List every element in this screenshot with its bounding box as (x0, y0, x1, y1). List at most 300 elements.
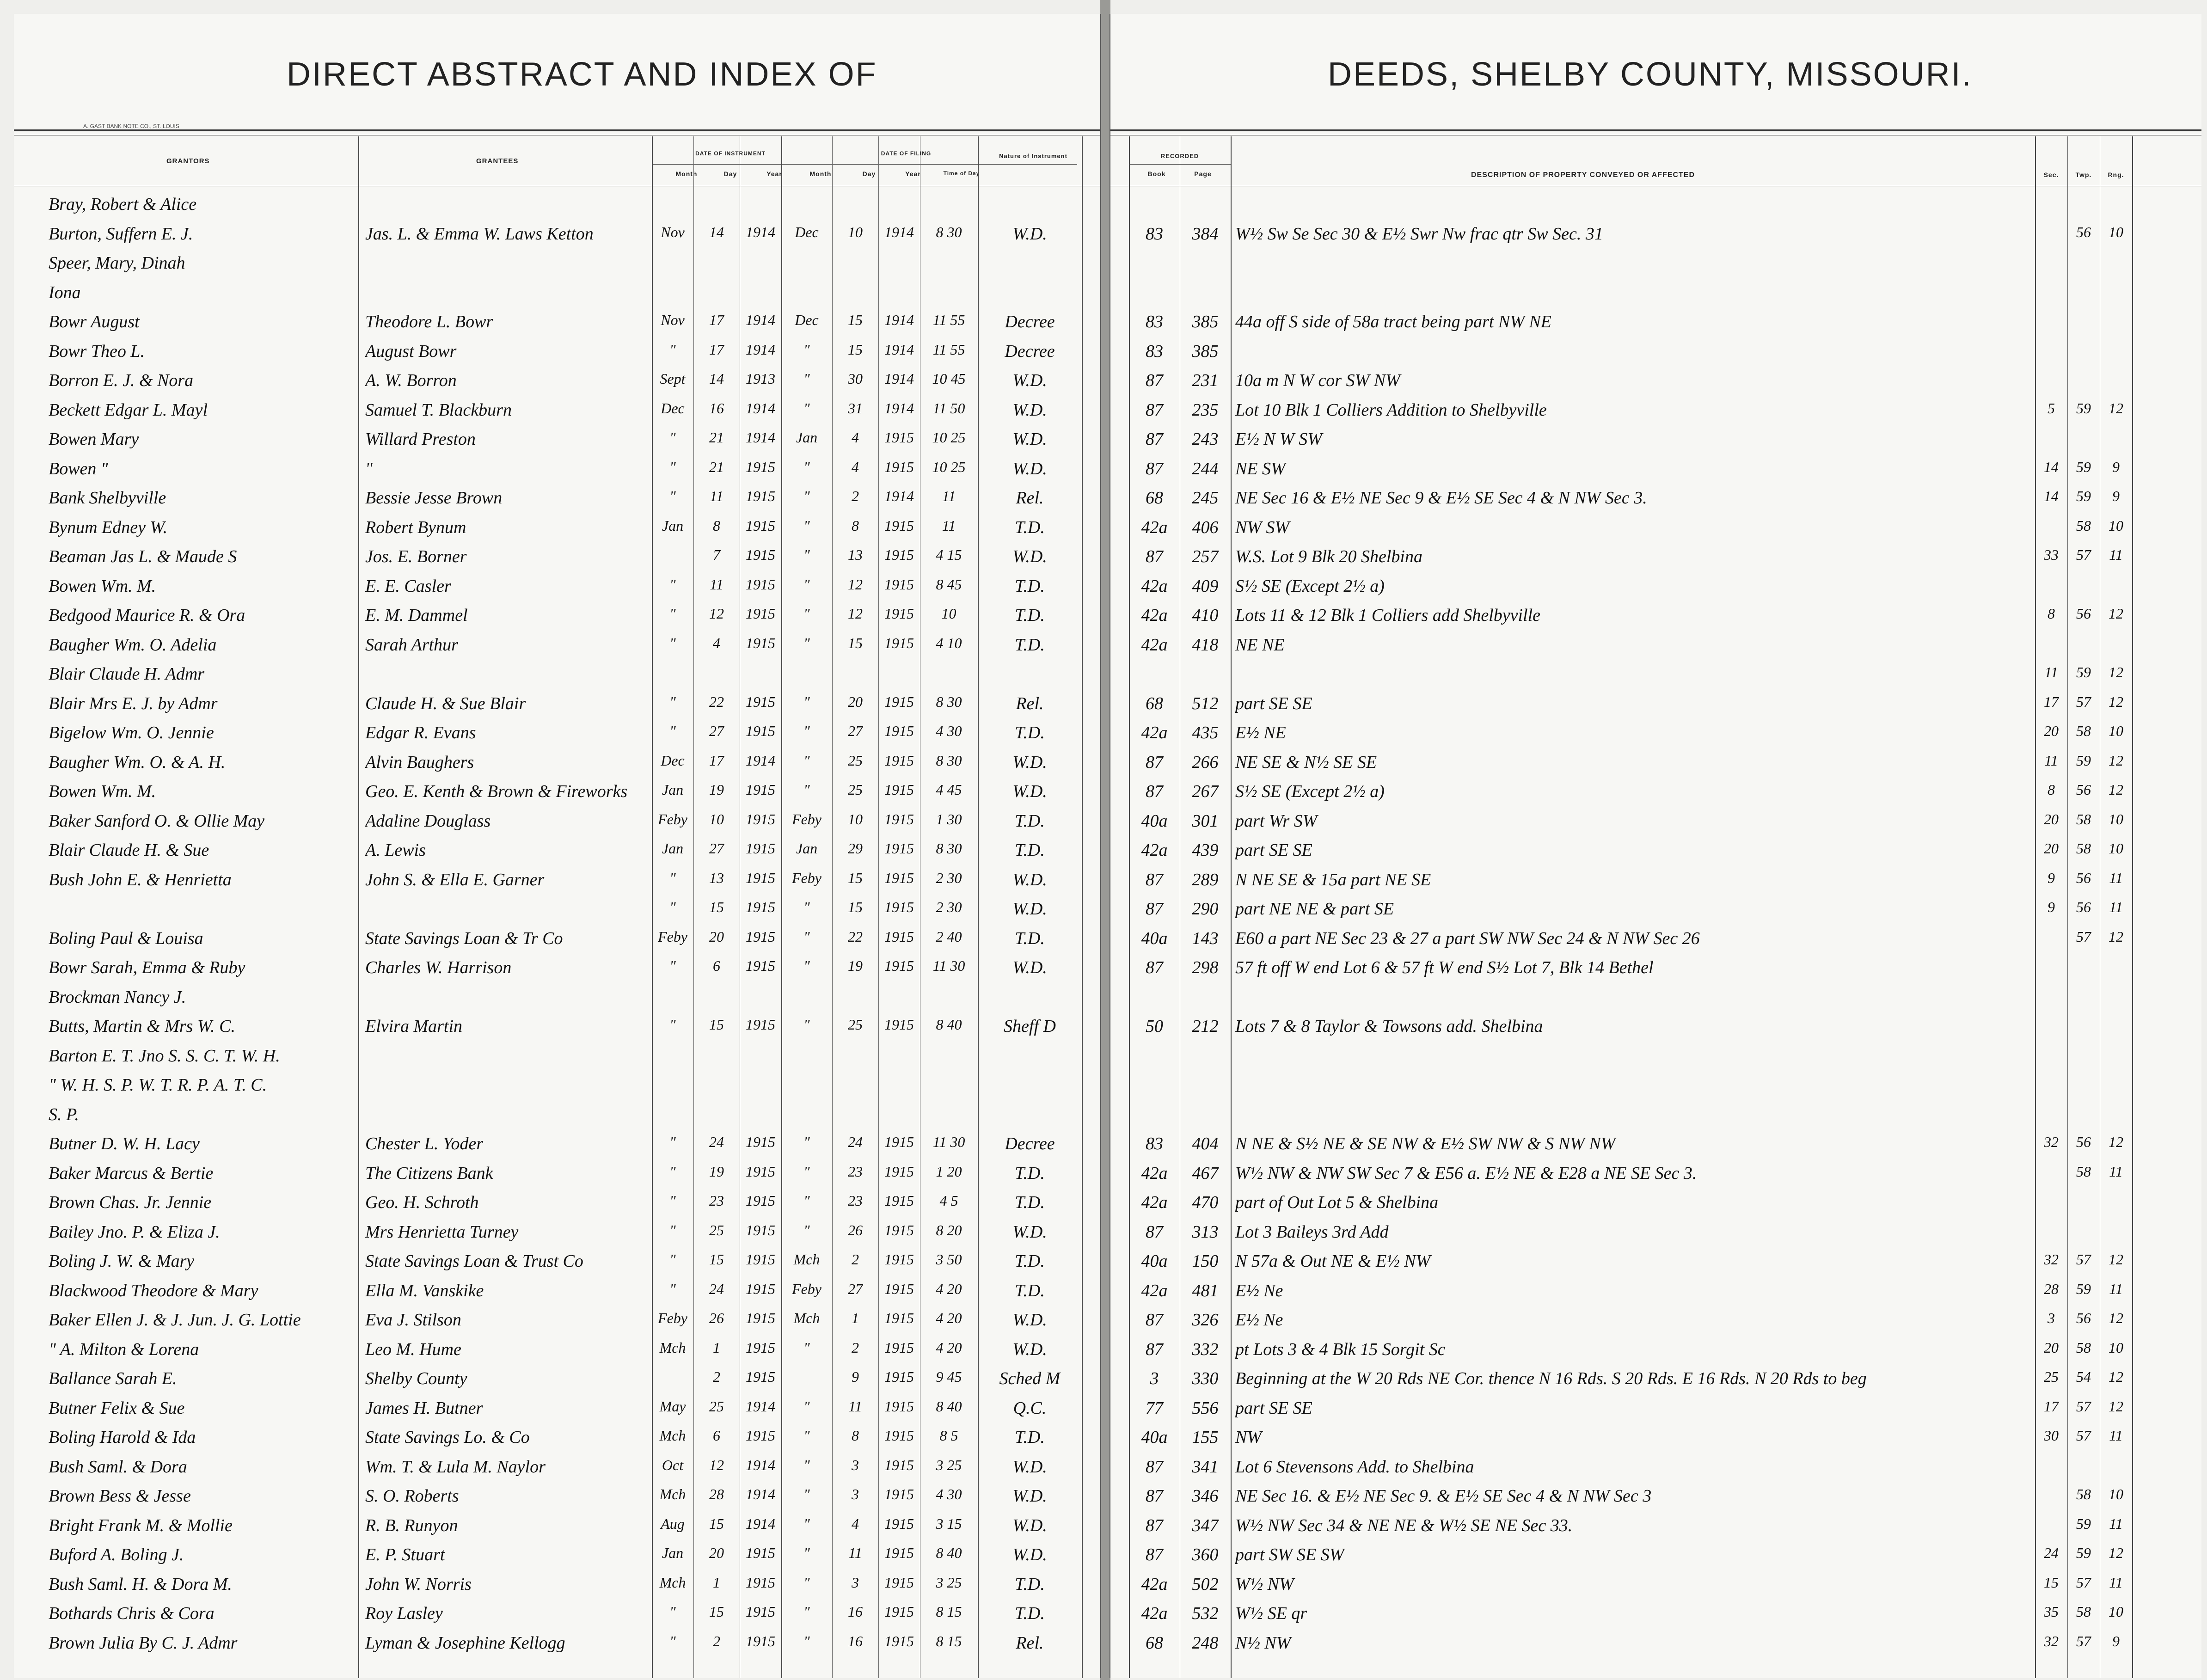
fil-month-cell: " (803, 1016, 810, 1033)
grantee-cell: Elvira Martin (365, 1017, 463, 1036)
grantor-cell: Blair Mrs E. J. by Admr (49, 693, 218, 713)
left-page-title: DIRECT ABSTRACT AND INDEX OF (287, 56, 877, 93)
page-cell: 360 (1192, 1545, 1219, 1564)
sec-cell: 14 (2044, 488, 2059, 504)
grantor-cell: Butts, Martin & Mrs W. C. (49, 1017, 235, 1036)
fil-day-cell: 2 (852, 1339, 859, 1356)
nature-cell: W.D. (1012, 429, 1047, 449)
grantor-cell: Bynum Edney W. (49, 517, 168, 537)
inst-day-cell: 11 (710, 488, 723, 504)
inst-day-cell: 25 (709, 1398, 724, 1415)
description-cell: part SE SE (1235, 693, 1312, 713)
sec-cell: 32 (2044, 1134, 2059, 1150)
inst-day-cell: 14 (709, 370, 724, 387)
ledger-row (1110, 689, 2201, 718)
sec-cell: 3 (2048, 1310, 2055, 1326)
rng-cell: 10 (2109, 723, 2123, 739)
book-cell: 83 (1146, 312, 1163, 331)
ledger-row (1110, 1364, 2201, 1393)
book-cell: 68 (1146, 488, 1163, 508)
page-cell: 266 (1192, 752, 1219, 772)
description-cell: W½ Sw Se Sec 30 & E½ Swr Nw frac qtr Sw Sec. 31 (1235, 224, 1603, 244)
nature-cell: W.D. (1012, 459, 1047, 478)
page-cell: 481 (1192, 1281, 1219, 1300)
description-cell: NE Sec 16. & E½ NE Sec 9. & E½ SE Sec 4 & N NW Sec 3 (1235, 1486, 1652, 1506)
description-cell: NE SW (1235, 459, 1286, 478)
book-cell: 87 (1146, 400, 1163, 420)
sec-cell: 20 (2044, 1339, 2059, 1356)
inst-day-cell: 27 (709, 723, 724, 739)
fil-day-cell: 3 (852, 1456, 859, 1473)
ledger-row (14, 1599, 1100, 1628)
twp-cell: 58 (2076, 810, 2091, 828)
fil-month-cell: " (803, 899, 810, 915)
grantor-cell: " A. Milton & Lorena (49, 1339, 199, 1359)
ledger-row (1110, 1188, 2201, 1217)
fil-month-cell: " (803, 957, 810, 974)
fil-time-cell: 8 15 (936, 1603, 962, 1620)
ledger-row (1110, 718, 2201, 748)
inst-month-cell: " (669, 576, 676, 593)
nature-cell: T.D. (1015, 1604, 1045, 1623)
grantee-cell: " (365, 459, 373, 478)
fil-month-cell: " (803, 1427, 810, 1444)
book-cell: 87 (1146, 1310, 1163, 1330)
twp-cell: 59 (2076, 664, 2091, 681)
ledger-row (14, 689, 1100, 718)
ledger-row (1110, 1305, 2201, 1335)
ledger-row (14, 1070, 1100, 1100)
fil-year-cell: 1915 (884, 576, 914, 593)
inst-month-cell: " (669, 899, 676, 915)
inst-day-cell: 17 (709, 341, 724, 358)
inst-year-cell: 1915 (746, 605, 775, 622)
inst-month-cell: " (669, 723, 676, 739)
fil-day-cell: 11 (848, 1545, 862, 1561)
grantee-cell: Geo. H. Schroth (365, 1193, 479, 1212)
fil-time-cell: 4 20 (936, 1280, 962, 1297)
fil-year-cell: 1915 (884, 693, 914, 710)
fil-day-cell: 4 (852, 1515, 859, 1532)
fil-month-cell: " (803, 1163, 810, 1180)
inst-month-cell: " (669, 1280, 676, 1297)
fil-day-cell: 3 (852, 1486, 859, 1502)
sec-cell: 20 (2044, 723, 2059, 739)
fil-month-cell: " (803, 546, 810, 563)
book-cell: 87 (1146, 958, 1163, 977)
inst-year-cell: 1915 (746, 1310, 775, 1326)
twp-cell: 57 (2076, 928, 2091, 945)
grantor-cell: Bush Saml. H. & Dora M. (49, 1574, 232, 1594)
fil-time-cell: 4 10 (936, 634, 962, 651)
grantor-cell: Baugher Wm. O. Adelia (49, 635, 217, 655)
ledger-row (1110, 542, 2201, 571)
grantee-cell: A. W. Borron (365, 371, 457, 390)
sec-cell: 32 (2044, 1251, 2059, 1268)
inst-month-cell: Feby (658, 1310, 687, 1326)
left-page (14, 14, 1101, 1678)
grantor-cell: Iona (49, 282, 81, 302)
fil-time-cell: 4 30 (936, 1486, 962, 1502)
inst-day-cell: 25 (709, 1221, 724, 1239)
sec-cell: 33 (2044, 546, 2059, 563)
ledger-row (1110, 1422, 2201, 1452)
grantor-cell: Buford A. Boling J. (49, 1545, 184, 1564)
grantee-cell: Jos. E. Borner (365, 547, 467, 566)
fil-day-cell: 27 (848, 1280, 863, 1297)
nature-cell: W.D. (1012, 1457, 1047, 1477)
rng-cell: 12 (2109, 693, 2123, 710)
fil-month-cell: Dec (795, 312, 819, 328)
inst-day-cell: 21 (709, 458, 724, 475)
book-cell: 83 (1146, 224, 1163, 244)
grantee-cell: Shelby County (365, 1369, 467, 1388)
nature-cell: W.D. (1012, 958, 1047, 977)
header-nature: Nature of Instrument (999, 153, 1067, 159)
nature-cell: Rel. (1016, 1633, 1044, 1653)
grantor-cell: Blackwood Theodore & Mary (49, 1281, 258, 1300)
fil-month-cell: " (803, 723, 810, 739)
ledger-row (1110, 366, 2201, 395)
grantor-cell: Beckett Edgar L. Mayl (49, 400, 208, 420)
sec-cell: 8 (2048, 781, 2055, 798)
printer-mark: A. GAST BANK NOTE CO., ST. LOUIS (83, 123, 179, 129)
fil-month-cell: Mch (793, 1251, 820, 1268)
twp-cell: 58 (2076, 840, 2091, 857)
twp-cell: 56 (2076, 899, 2091, 915)
fil-year-cell: 1915 (884, 1574, 914, 1591)
inst-month-cell: Mch (659, 1486, 686, 1502)
twp-cell: 59 (2076, 1515, 2091, 1532)
ledger-row (14, 337, 1100, 366)
fil-day-cell: 15 (848, 869, 863, 886)
inst-month-cell: Mch (659, 1574, 686, 1591)
fil-month-cell: Feby (792, 1280, 821, 1297)
inst-day-cell: 1 (713, 1339, 720, 1356)
description-cell: W½ NW Sec 34 & NE NE & W½ SE NE Sec 33. (1235, 1515, 1573, 1535)
ledger-row (14, 424, 1100, 454)
nature-cell: W.D. (1012, 899, 1047, 919)
page-cell: 332 (1192, 1339, 1219, 1359)
inst-day-cell: 13 (709, 869, 724, 886)
book-cell: 83 (1146, 1134, 1163, 1153)
description-cell: Lot 6 Stevensons Add. to Shelbina (1235, 1457, 1474, 1477)
grantee-cell: Bessie Jesse Brown (365, 488, 503, 508)
fil-time-cell: 8 20 (936, 1221, 962, 1239)
page-cell: 556 (1192, 1398, 1219, 1418)
fil-month-cell: Mch (793, 1310, 820, 1326)
grantor-cell: S. P. (49, 1104, 79, 1124)
ledger-row (14, 748, 1100, 777)
grantee-cell: Adaline Douglass (365, 811, 491, 831)
book-cell: 40a (1141, 928, 1168, 948)
inst-month-cell: " (669, 1603, 676, 1620)
fil-year-cell: 1915 (884, 1251, 914, 1268)
fil-day-cell: 27 (848, 723, 863, 739)
fil-year-cell: 1914 (884, 312, 914, 328)
fil-month-cell: " (803, 605, 810, 622)
inst-month-cell: " (669, 693, 676, 710)
inst-year-cell: 1915 (746, 899, 775, 915)
book-cell: 42a (1141, 635, 1168, 655)
description-cell: 57 ft off W end Lot 6 & 57 ft W end S½ Lot 7, Blk 14 Bethel (1235, 958, 1654, 977)
fil-year-cell: 1915 (884, 517, 914, 534)
fil-year-cell: 1915 (884, 1192, 914, 1209)
fil-time-cell: 2 30 (936, 869, 962, 886)
fil-time-cell: 10 25 (932, 458, 966, 475)
rng-cell: 12 (2109, 1545, 2123, 1561)
description-cell: S½ SE (Except 2½ a) (1235, 782, 1385, 801)
twp-cell: 58 (2076, 1486, 2091, 1502)
grantee-cell: John W. Norris (365, 1574, 472, 1594)
grantee-cell: James H. Butner (365, 1398, 483, 1418)
grantor-cell: Bush John E. & Henrietta (49, 870, 232, 889)
header-description: DESCRIPTION OF PROPERTY CONVEYED OR AFFECTED (1471, 171, 1695, 179)
grantor-cell: Borron E. J. & Nora (49, 371, 194, 390)
grantor-cell: Baker Sanford O. & Ollie May (49, 811, 265, 831)
fil-time-cell: 11 55 (932, 312, 965, 328)
book-cell: 50 (1146, 1017, 1163, 1036)
fil-time-cell: 3 25 (936, 1456, 962, 1473)
sec-cell: 9 (2048, 869, 2055, 886)
inst-day-cell: 24 (709, 1280, 724, 1297)
header-twp: Twp. (2075, 171, 2092, 178)
grantor-cell: Bowen Wm. M. (49, 782, 156, 801)
nature-cell: T.D. (1015, 840, 1045, 860)
ledger-row (1110, 806, 2201, 836)
description-cell: W½ NW & NW SW Sec 7 & E56 a. E½ NE & E28 a NE SE Sec 3. (1235, 1163, 1697, 1183)
nature-cell: T.D. (1015, 1574, 1045, 1594)
header-recorded: RECORDED (1160, 153, 1199, 159)
ledger-row (14, 1305, 1100, 1335)
grantor-cell: Brown Chas. Jr. Jennie (49, 1193, 212, 1212)
fil-day-cell: 25 (848, 752, 863, 769)
sec-cell: 35 (2044, 1603, 2059, 1620)
ledger-row (1110, 1070, 2201, 1100)
page-cell: 410 (1192, 606, 1219, 625)
ledger-row (14, 542, 1100, 571)
inst-month-cell: " (669, 1632, 676, 1649)
ledger-row (1110, 1481, 2201, 1511)
inst-year-cell: 1915 (746, 546, 775, 563)
inst-year-cell: 1913 (746, 370, 775, 387)
inst-month-cell: " (669, 869, 676, 886)
ledger-row (14, 366, 1100, 395)
fil-day-cell: 25 (848, 1016, 863, 1033)
ledger-row (1110, 190, 2201, 219)
inst-day-cell: 19 (709, 1163, 724, 1180)
fil-day-cell: 16 (848, 1632, 863, 1649)
nature-cell: T.D. (1015, 1163, 1045, 1183)
book-cell: 77 (1146, 1398, 1163, 1418)
book-cell: 87 (1146, 429, 1163, 449)
grantor-cell: Bowr Theo L. (49, 341, 145, 361)
page-cell: 243 (1192, 429, 1219, 449)
inst-day-cell: 6 (713, 957, 720, 974)
inst-day-cell: 24 (709, 1134, 724, 1150)
book-gutter (1100, 0, 1110, 1680)
ledger-row (14, 1129, 1100, 1159)
ledger-row (1110, 953, 2201, 982)
grantee-cell: Lyman & Josephine Kellogg (365, 1633, 565, 1653)
ledger-row (1110, 307, 2201, 337)
fil-month-cell: " (803, 1515, 810, 1532)
inst-day-cell: 27 (709, 840, 724, 857)
fil-day-cell: 24 (848, 1134, 863, 1150)
inst-day-cell: 15 (709, 1603, 724, 1620)
inst-month-cell: " (669, 429, 676, 446)
fil-year-cell: 1915 (884, 752, 914, 769)
description-cell: E½ NE (1235, 723, 1286, 742)
grantor-cell: Bowr August (49, 312, 140, 331)
grantee-cell: Alvin Baughers (365, 752, 474, 772)
fil-time-cell: 3 50 (936, 1251, 962, 1268)
grantee-cell: Robert Bynum (365, 517, 466, 537)
inst-month-cell: " (669, 488, 676, 504)
inst-year-cell: 1915 (746, 1192, 775, 1209)
fil-time-cell: 3 25 (936, 1574, 962, 1591)
description-cell: part SW SE SW (1235, 1545, 1344, 1564)
inst-day-cell: 6 (713, 1427, 720, 1444)
description-cell: W½ NW (1235, 1574, 1294, 1594)
rng-cell: 12 (2109, 928, 2123, 945)
inst-year-cell: 1915 (746, 576, 775, 593)
fil-month-cell: " (803, 928, 810, 945)
inst-month-cell: " (669, 341, 676, 358)
fil-month-cell: Feby (792, 869, 821, 886)
nature-cell: W.D. (1012, 1486, 1047, 1506)
grantor-cell: Barton E. T. Jno S. S. C. T. W. H. (49, 1046, 280, 1066)
fil-time-cell: 9 45 (936, 1368, 962, 1385)
fil-month-cell: " (803, 1545, 810, 1561)
fil-day-cell: 31 (848, 399, 863, 417)
fil-time-cell: 11 30 (932, 1134, 965, 1150)
inst-day-cell: 17 (709, 312, 724, 328)
grantee-cell: Mrs Henrietta Turney (365, 1222, 519, 1242)
inst-day-cell: 12 (709, 605, 724, 622)
ledger-row (14, 1393, 1100, 1423)
rng-cell: 10 (2109, 1603, 2123, 1620)
sec-cell: 17 (2044, 693, 2059, 710)
grantee-cell: Ella M. Vanskike (365, 1281, 484, 1300)
rng-cell: 11 (2109, 1427, 2123, 1444)
inst-month-cell: Nov (661, 223, 685, 240)
description-cell: 44a off S side of 58a tract being part NW NE (1235, 312, 1551, 331)
description-cell: NE SE & N½ SE SE (1235, 752, 1377, 772)
fil-day-cell: 9 (852, 1368, 859, 1385)
ledger-row (14, 894, 1100, 924)
book-cell: 42a (1141, 1163, 1168, 1183)
fil-time-cell: 8 40 (936, 1398, 962, 1415)
page-cell: 245 (1192, 488, 1219, 508)
grantee-cell: S. O. Roberts (365, 1486, 459, 1506)
right-page-title: DEEDS, SHELBY COUNTY, MISSOURI. (1328, 56, 1973, 93)
fil-year-cell: 1915 (884, 1427, 914, 1444)
book-cell: 87 (1146, 899, 1163, 919)
fil-month-cell: " (803, 517, 810, 534)
ledger-row (14, 1511, 1100, 1540)
fil-day-cell: 15 (848, 899, 863, 915)
description-cell: Lots 7 & 8 Taylor & Towsons add. Shelbina (1235, 1017, 1543, 1036)
description-cell: E½ Ne (1235, 1281, 1283, 1300)
ledger-row (1110, 219, 2201, 249)
inst-day-cell: 2 (713, 1632, 720, 1649)
ledger-row (1110, 1246, 2201, 1276)
fil-year-cell: 1915 (884, 605, 914, 622)
header-grantees: GRANTEES (476, 157, 519, 165)
inst-month-cell: " (669, 1163, 676, 1180)
fil-month-cell: " (803, 458, 810, 475)
ledger-row (14, 483, 1100, 513)
ledger-row (14, 248, 1100, 278)
inst-year-cell: 1915 (746, 810, 775, 828)
nature-cell: T.D. (1015, 1428, 1045, 1447)
inst-year-cell: 1915 (746, 840, 775, 857)
fil-month-cell: Feby (792, 810, 821, 828)
inst-year-cell: 1914 (746, 1486, 775, 1502)
inst-month-cell: " (669, 605, 676, 622)
page-cell: 231 (1192, 371, 1219, 390)
fil-day-cell: 12 (848, 605, 863, 622)
book-cell: 42a (1141, 1604, 1168, 1623)
fil-day-cell: 15 (848, 312, 863, 328)
fil-year-cell: 1914 (884, 341, 914, 358)
ledger-row (14, 1276, 1100, 1306)
twp-cell: 58 (2076, 1603, 2091, 1620)
ledger-row (1110, 395, 2201, 425)
grantor-cell: Brown Julia By C. J. Admr (49, 1633, 238, 1653)
twp-cell: 56 (2076, 781, 2091, 798)
ledger-row (1110, 571, 2201, 601)
inst-day-cell: 1 (713, 1574, 720, 1591)
nature-cell: T.D. (1015, 517, 1045, 537)
fil-time-cell: 2 30 (936, 899, 962, 915)
ledger-row (14, 835, 1100, 865)
fil-year-cell: 1915 (884, 634, 914, 651)
fil-year-cell: 1914 (884, 399, 914, 417)
description-cell: S½ SE (Except 2½ a) (1235, 576, 1385, 596)
grantor-cell: Bailey Jno. P. & Eliza J. (49, 1222, 220, 1242)
inst-day-cell: 19 (709, 781, 724, 798)
description-cell: part Wr SW (1235, 811, 1318, 831)
fil-day-cell: 10 (848, 223, 863, 240)
twp-cell: 56 (2076, 223, 2091, 240)
fil-time-cell: 1 20 (936, 1163, 962, 1180)
nature-cell: W.D. (1012, 547, 1047, 566)
inst-day-cell: 15 (709, 1251, 724, 1268)
sec-cell: 20 (2044, 810, 2059, 828)
fil-day-cell: 11 (848, 1398, 862, 1415)
nature-cell: W.D. (1012, 1339, 1047, 1359)
fil-month-cell: " (803, 1192, 810, 1209)
rng-cell: 11 (2109, 1515, 2123, 1532)
fil-year-cell: 1915 (884, 1398, 914, 1415)
nature-cell: T.D. (1015, 635, 1045, 655)
fil-day-cell: 12 (848, 576, 863, 593)
fil-time-cell: 4 20 (936, 1310, 962, 1326)
fil-time-cell: 11 30 (932, 957, 965, 974)
inst-year-cell: 1915 (746, 693, 775, 710)
ledger-row (1110, 1276, 2201, 1306)
fil-month-cell: " (803, 399, 810, 417)
ledger-row (14, 777, 1100, 806)
nature-cell: Sched M (999, 1369, 1061, 1388)
right-page (1110, 14, 2201, 1678)
fil-time-cell: 4 5 (939, 1192, 958, 1209)
ledger-row (1110, 513, 2201, 542)
rng-cell: 10 (2109, 1339, 2123, 1356)
ledger-row (14, 806, 1100, 836)
